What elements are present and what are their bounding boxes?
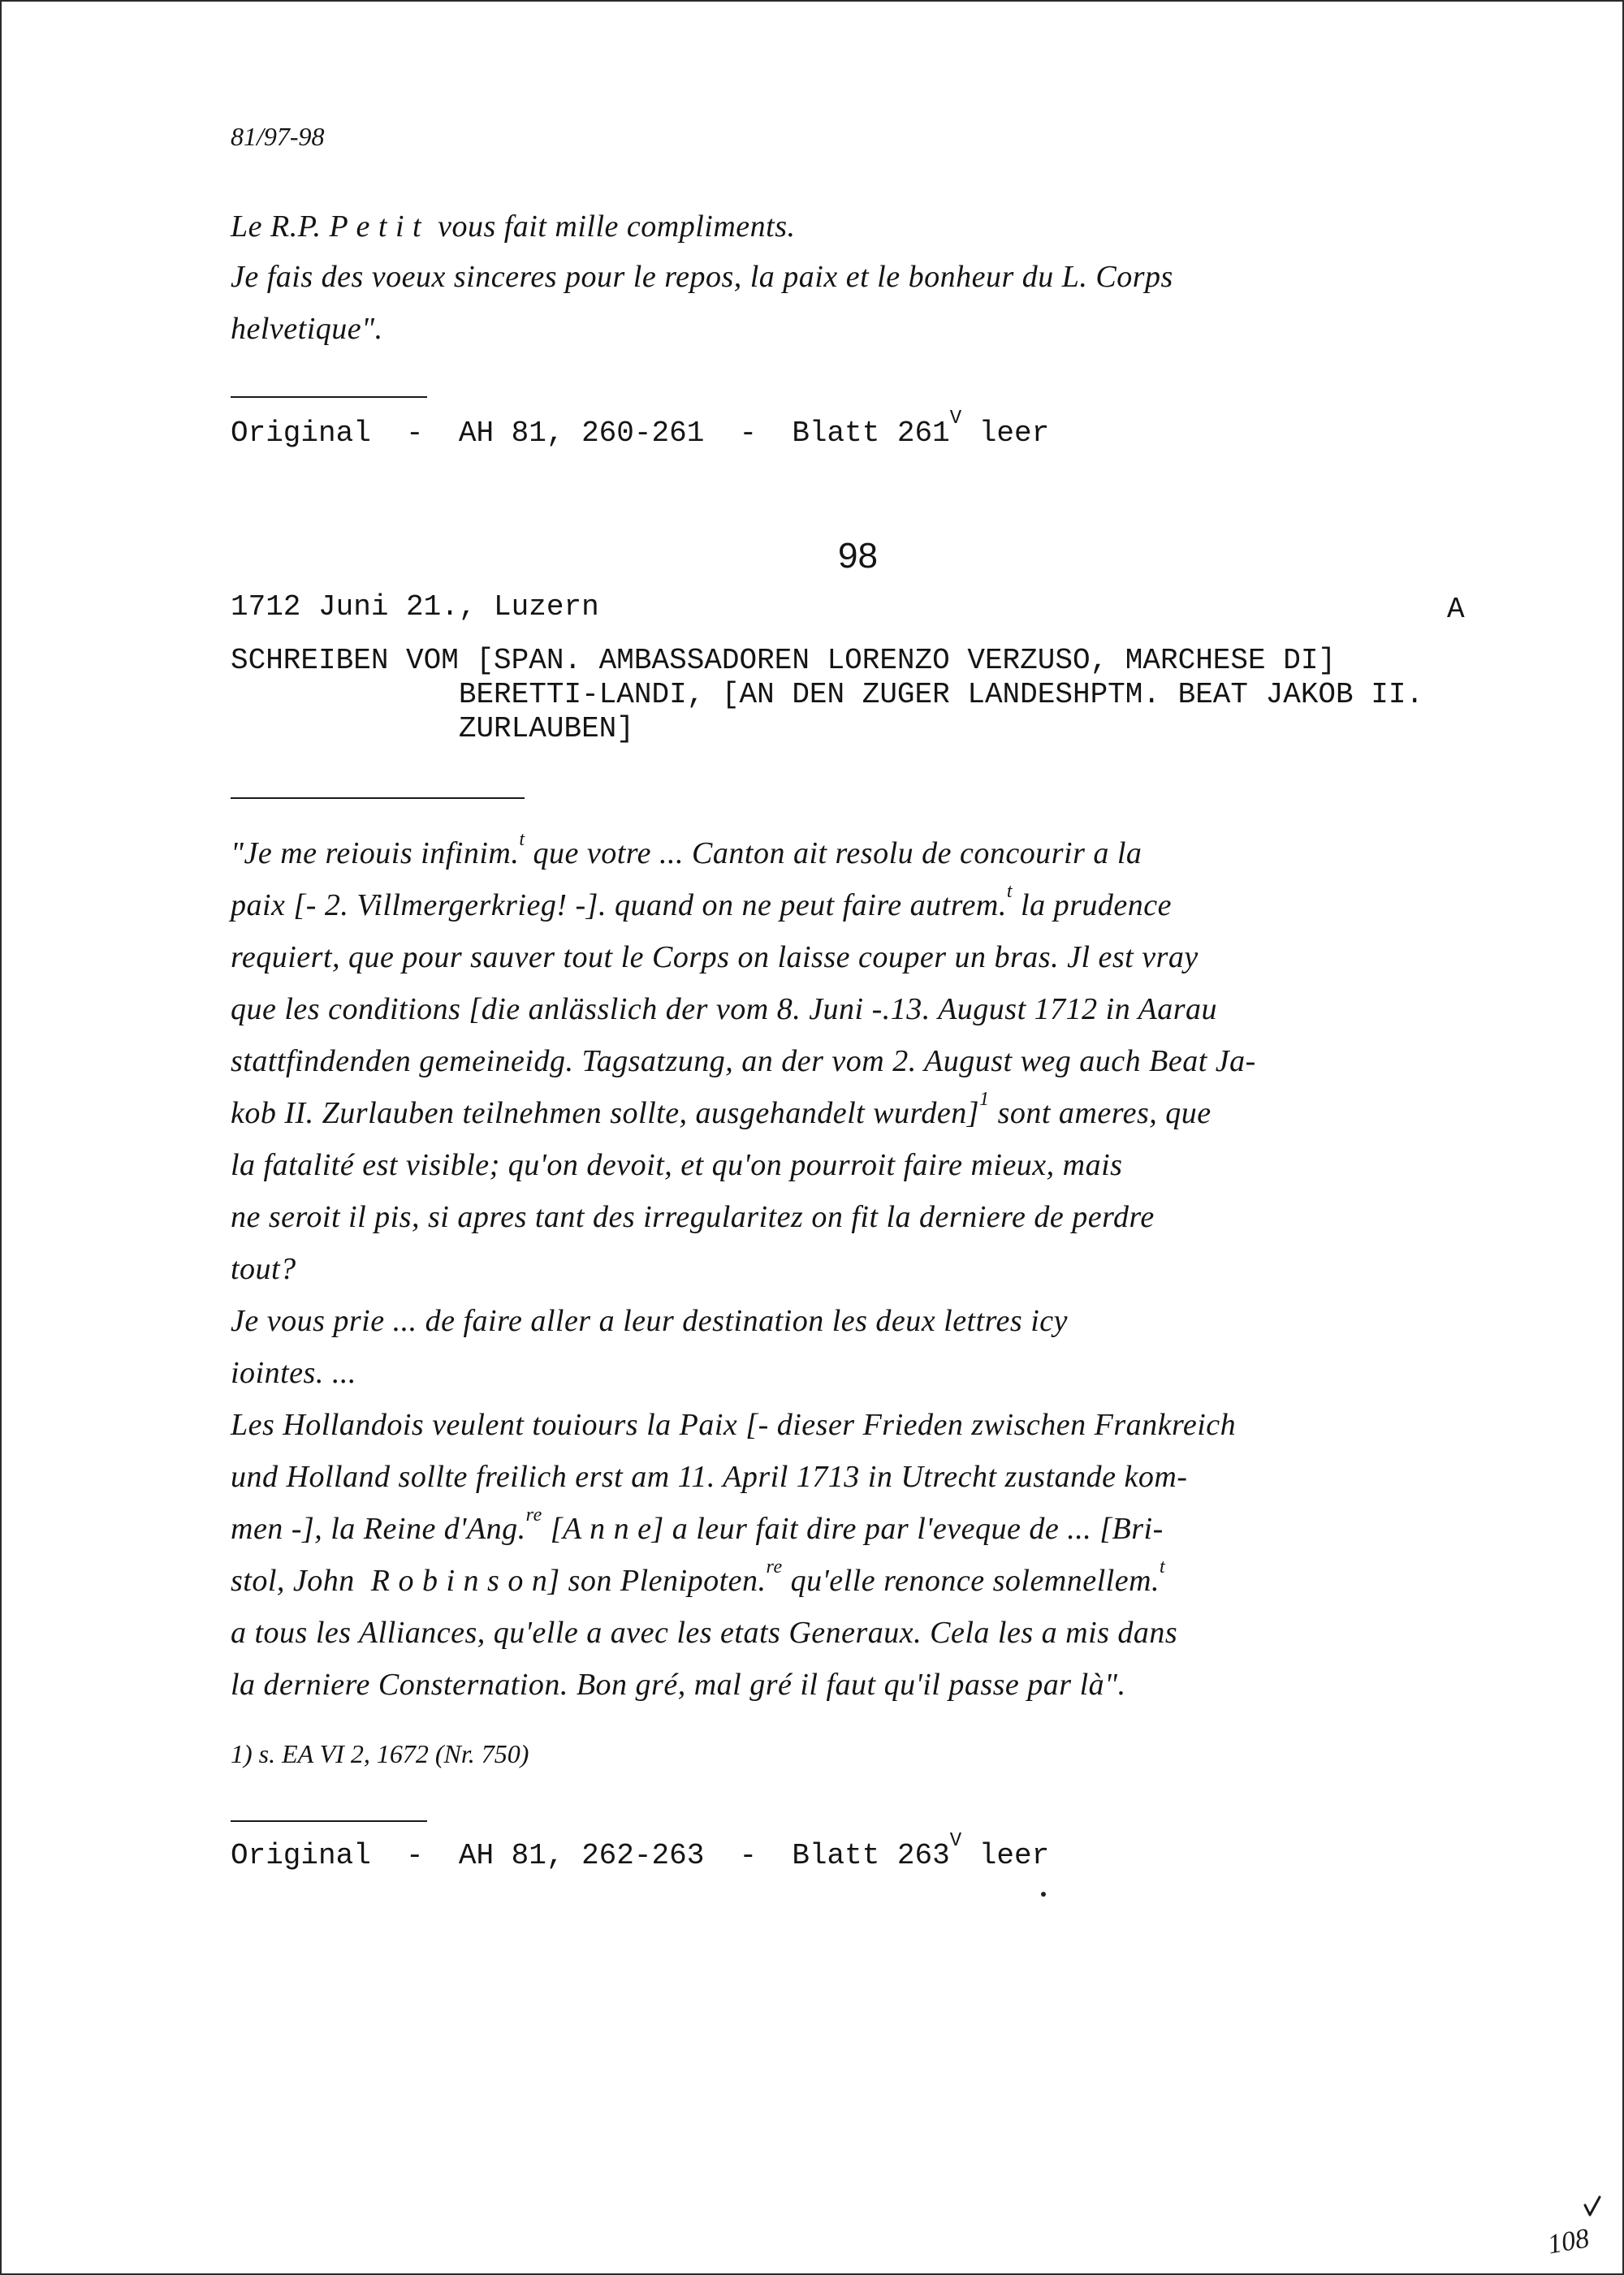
- separator-rule: [231, 396, 427, 398]
- body-line: [231, 829, 1142, 870]
- body-line: Je vous prie ... de faire aller a leur destination les deux lettres icy: [231, 1304, 1068, 1338]
- body-line: la derniere Consternation. Bon gré, mal gré il faut qu'il passe par là".: [231, 1668, 1126, 1702]
- source-line-2: [231, 1830, 1050, 1872]
- document-category-marker: A: [1447, 593, 1465, 626]
- source-superscript: V: [949, 1830, 962, 1852]
- body-text: sont ameres, que: [989, 1096, 1212, 1130]
- footnote: 1) s. EA VI 2, 1672 (Nr. 750): [231, 1739, 529, 1768]
- source-superscript: V: [949, 408, 962, 430]
- body-line: [231, 1504, 1164, 1546]
- body-text: men -], la Reine d'Ang.: [231, 1512, 526, 1546]
- source-suffix: leer: [961, 1839, 1050, 1872]
- handwritten-folio-mark: [1543, 2192, 1611, 2260]
- check-mark-icon: [1585, 2197, 1600, 2215]
- body-text: [A n n e] a leur fait dire par l'eveque de ... [Bri-: [542, 1512, 1164, 1546]
- footnote-reference: 1: [979, 1089, 990, 1110]
- body-text: kob II. Zurlauben teilnehmen sollte, ausgehandelt wurden]: [231, 1096, 980, 1130]
- body-line: la fatalité est visible; qu'on devoit, et qu'on pourroit faire mieux, mais: [231, 1148, 1123, 1182]
- ink-dot: [1041, 1892, 1046, 1897]
- document-title-line-1: SCHREIBEN VOM [SPAN. AMBASSADOREN LORENZO VERZUSO, MARCHESE DI]: [231, 644, 1337, 677]
- body-line: iointes. ...: [231, 1356, 356, 1390]
- body-line: [231, 1556, 1166, 1598]
- source-text: Original - AH 81, 262-263 - Blatt 263: [231, 1839, 950, 1872]
- body-superscript: re: [525, 1504, 542, 1526]
- source-text: Original - AH 81, 260-261 - Blatt 261: [231, 417, 950, 450]
- separator-rule: [231, 797, 525, 799]
- body-text: qu'elle renonce solemnellem.: [782, 1564, 1160, 1598]
- separator-rule: [231, 1820, 427, 1822]
- body-line: [231, 1089, 1212, 1130]
- body-text: la prudence: [1013, 888, 1172, 922]
- source-suffix: leer: [961, 417, 1050, 450]
- source-line-1: [231, 408, 1050, 450]
- body-superscript: t: [1160, 1556, 1166, 1578]
- folio-number: 108: [1545, 2223, 1592, 2260]
- body-superscript: t: [519, 829, 525, 850]
- body-text: paix [- 2. Villmergerkrieg! -]. quand on ne peut faire autrem.: [231, 888, 1007, 922]
- body-line: a tous les Alliances, qu'elle a avec les etats Generaux. Cela les a mis dans: [231, 1616, 1178, 1650]
- body-superscript: t: [1006, 881, 1013, 902]
- intro-line-1: Le R.P. P e t i t vous fait mille compliments.: [231, 209, 796, 244]
- document-title-line-3: ZURLAUBEN]: [231, 712, 634, 745]
- body-line: stattfindenden gemeineidg. Tagsatzung, an der vom 2. August weg auch Beat Ja-: [231, 1044, 1256, 1078]
- intro-line-2: Je fais des voeux sinceres pour le repos, la paix et le bonheur du L. Corps: [231, 260, 1173, 294]
- body-text: "Je me reiouis infinim.: [231, 836, 520, 870]
- body-line: und Holland sollte freilich erst am 11. April 1713 in Utrecht zustande kom-: [231, 1460, 1188, 1494]
- body-line: Les Hollandois veulent touiours la Paix [- dieser Frieden zwischen Frankreich: [231, 1408, 1237, 1442]
- page-reference: 81/97-98: [231, 122, 325, 151]
- document-number: 98: [838, 536, 878, 576]
- date-place: 1712 Juni 21., Luzern: [231, 590, 599, 624]
- body-line: requiert, que pour sauver tout le Corps on laisse couper un bras. Jl est vray: [231, 940, 1199, 974]
- intro-line-3: helvetique".: [231, 312, 383, 346]
- body-line: tout?: [231, 1252, 296, 1286]
- body-text: que votre ... Canton ait resolu de concourir a la: [525, 836, 1142, 870]
- body-text: stol, John R o b i n s o n] son Plenipoten.: [231, 1564, 767, 1598]
- body-superscript: re: [766, 1556, 783, 1578]
- body-line: que les conditions [die anlässlich der vom 8. Juni -.13. August 1712 in Aarau: [231, 992, 1218, 1026]
- document-title-line-2: BERETTI-LANDI, [AN DEN ZUGER LANDESHPTM. BEAT JAKOB II.: [231, 678, 1424, 711]
- body-line: [231, 881, 1172, 922]
- body-line: ne seroit il pis, si apres tant des irregularitez on fit la derniere de perdre: [231, 1200, 1155, 1234]
